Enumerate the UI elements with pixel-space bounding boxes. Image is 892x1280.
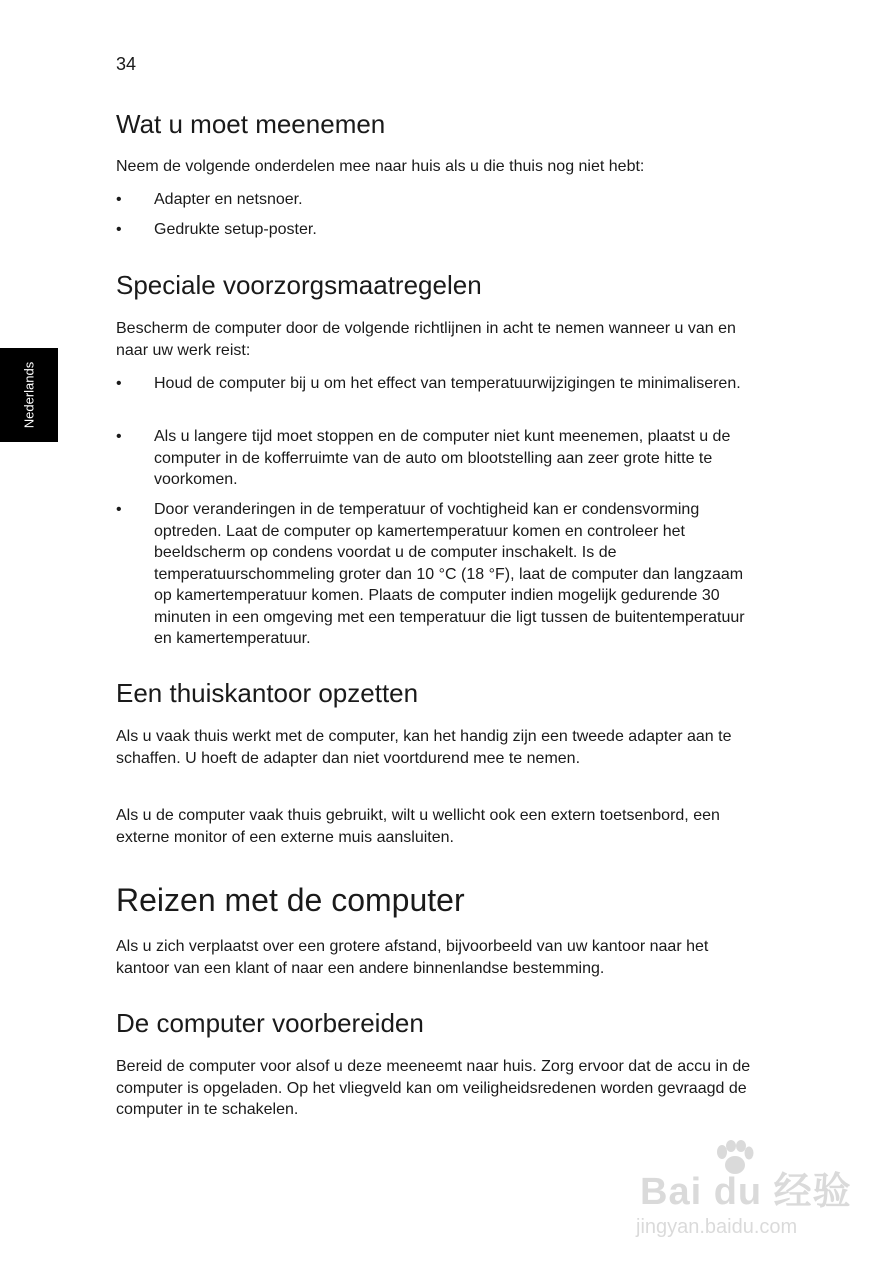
bullet-icon: • [116,375,122,392]
heading-reizen: Reizen met de computer [116,882,465,918]
watermark-logo-text: Bai du 经验 [640,1171,852,1213]
para-wat-meenemen-intro: Neem de volgende onderdelen mee naar huis als u die thuis nog niet hebt: [116,158,645,175]
heading-voorbereiden: De computer voorbereiden [116,1008,424,1038]
para-voorbereiden: Bereid de computer voor alsof u deze meeneemt naar huis. Zorg ervoor dat de accu in de computer is opgeladen. Op het vliegveld kan om veiligheidsredenen worden gevraagd de computer in te schakelen. [116,1058,751,1118]
list-item-text: Als u langere tijd moet stoppen en de computer niet kunt meenemen, plaatst u de computer in de kofferruimte van de auto om blootstelling aan zeer grote hitte te voorkomen. [154,428,731,488]
bullet-icon: • [116,501,122,518]
bullet-icon: • [116,221,122,238]
para-thuiskantoor-2: Als u de computer vaak thuis gebruikt, wilt u wellicht ook een extern toetsenbord, een externe monitor of een externe muis aansluiten. [116,807,720,846]
list-item-text: Adapter en netsnoer. [154,191,303,208]
para-reizen: Als u zich verplaatst over een grotere afstand, bijvoorbeeld van uw kantoor naar het kantoor van een klant of naar een andere binnenlandse bestemming. [116,938,709,977]
bullet-icon: • [116,191,122,208]
watermark-url: jingyan.baidu.com [636,1216,798,1238]
list-item-text: Houd de computer bij u om het effect van temperatuurwijzigingen te minimaliseren. [154,375,741,392]
heading-thuiskantoor: Een thuiskantoor opzetten [116,678,419,708]
side-tab-label: Nederlands [21,361,37,429]
heading-wat-meenemen: Wat u moet meenemen [116,109,386,139]
page-number: 34 [116,54,137,74]
heading-voorzorg: Speciale voorzorgsmaatregelen [116,270,482,300]
list-item-text: Door veranderingen in de temperatuur of vochtigheid kan er condensvorming optreden. Laat de computer op kamertemperatuur komen en controleer het beeldscherm op condens voordat u de computer inschakelt. Is de temperatuurschommeling groter dan 10 °C (18 °F), laat de computer dan langzaam op kamertemperatuur komen. Plaats de computer indien mogelijk gedurende 30 minuten in een omgeving met een temperatuur die ligt tussen de buitentemperatuur en kamertemperatuur. [154,501,745,647]
bullet-icon: • [116,428,122,445]
para-thuiskantoor-1: Als u vaak thuis werkt met de computer, kan het handig zijn een tweede adapter aan te schaffen. U hoeft de adapter dan niet voortdurend mee te nemen. [116,728,732,767]
language-side-tab [0,348,58,442]
para-voorzorg-intro: Bescherm de computer door de volgende richtlijnen in acht te nemen wanneer u van en naar uw werk reist: [116,320,736,359]
baidu-watermark [636,1140,856,1250]
list-item-text: Gedrukte setup-poster. [154,221,317,238]
